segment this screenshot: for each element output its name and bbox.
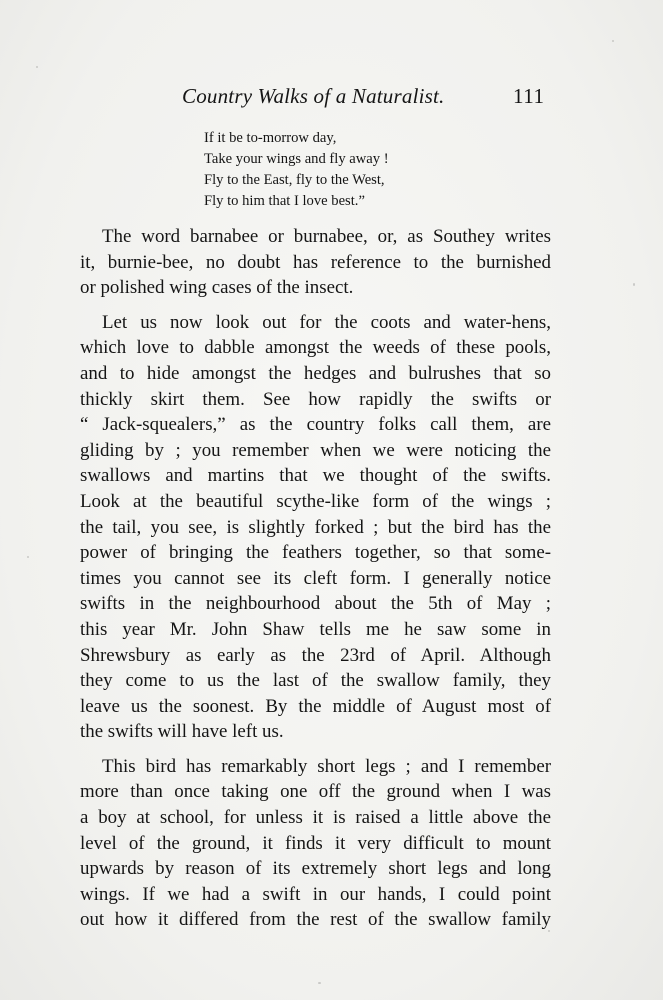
paper-speck	[318, 982, 321, 984]
text-line: Look at the beautiful scythe-like form of the wings ;	[80, 490, 551, 512]
verse-line: Take your wings and fly away !	[204, 151, 389, 167]
paper-speck	[548, 930, 550, 932]
text-line: swallows and martins that we thought of the swifts.	[80, 465, 551, 487]
verse-line: Fly to the East, fly to the West,	[204, 172, 385, 188]
text-line: leave us the soonest. By the middle of August most of	[80, 695, 551, 717]
text-line: Let us now look out for the coots and water-hens,	[102, 311, 551, 333]
body-text	[80, 224, 551, 933]
text-line: out how it differed from the rest of the swallow family	[80, 909, 551, 931]
text-line: Shrewsbury as early as the 23rd of April. Although	[80, 644, 551, 666]
paper-speck	[27, 556, 29, 558]
page-header	[0, 84, 663, 114]
paper-speck	[612, 40, 614, 42]
text-line: which love to dabble amongst the weeds of these pools,	[80, 337, 551, 359]
verse-line: If it be to-morrow day,	[204, 130, 337, 146]
text-line: and to hide amongst the hedges and bulrushes that so	[80, 362, 551, 384]
text-line: level of the ground, it finds it very difficult to mount	[80, 832, 551, 854]
paragraph	[80, 754, 551, 933]
text-line: wings. If we had a swift in our hands, I could point	[80, 883, 551, 905]
text-line: upwards by reason of its extremely short legs and long	[80, 858, 551, 880]
text-line: the tail, you see, is slightly forked ; but the bird has the	[80, 516, 551, 538]
paragraph	[80, 224, 551, 301]
text-line: a boy at school, for unless it is raised a little above the	[80, 807, 551, 829]
text-line: or polished wing cases of the insect.	[80, 277, 354, 299]
running-title: Country Walks of a Naturalist.	[182, 84, 445, 108]
paper-speck	[633, 283, 635, 286]
text-line: thickly skirt them. See how rapidly the swifts or	[80, 388, 551, 410]
verse-block	[204, 128, 524, 212]
paragraph	[80, 310, 551, 745]
text-line: they come to us the last of the swallow family, they	[80, 670, 551, 692]
text-line: times you cannot see its cleft form. I generally notice	[80, 567, 551, 589]
page-number: 111	[513, 84, 545, 108]
text-line: this year Mr. John Shaw tells me he saw some in	[80, 618, 551, 640]
text-line: the swifts will have left us.	[80, 721, 284, 743]
text-line: “ Jack-squealers,” as the country folks call them, are	[80, 414, 551, 436]
text-line: swifts in the neighbourhood about the 5th of May ;	[80, 593, 551, 615]
text-line: This bird has remarkably short legs ; and I remember	[102, 755, 551, 777]
text-line: gliding by ; you remember when we were noticing the	[80, 439, 551, 461]
verse-line: Fly to him that I love best.”	[204, 193, 365, 209]
text-line: power of bringing the feathers together, so that some-	[80, 542, 551, 564]
text-line: more than once taking one off the ground when I was	[80, 781, 551, 803]
paper-speck	[36, 66, 38, 68]
text-line: The word barnabee or burnabee, or, as Southey writes	[102, 226, 551, 247]
text-line: it, burnie-bee, no doubt has reference to the burnished	[80, 251, 551, 273]
